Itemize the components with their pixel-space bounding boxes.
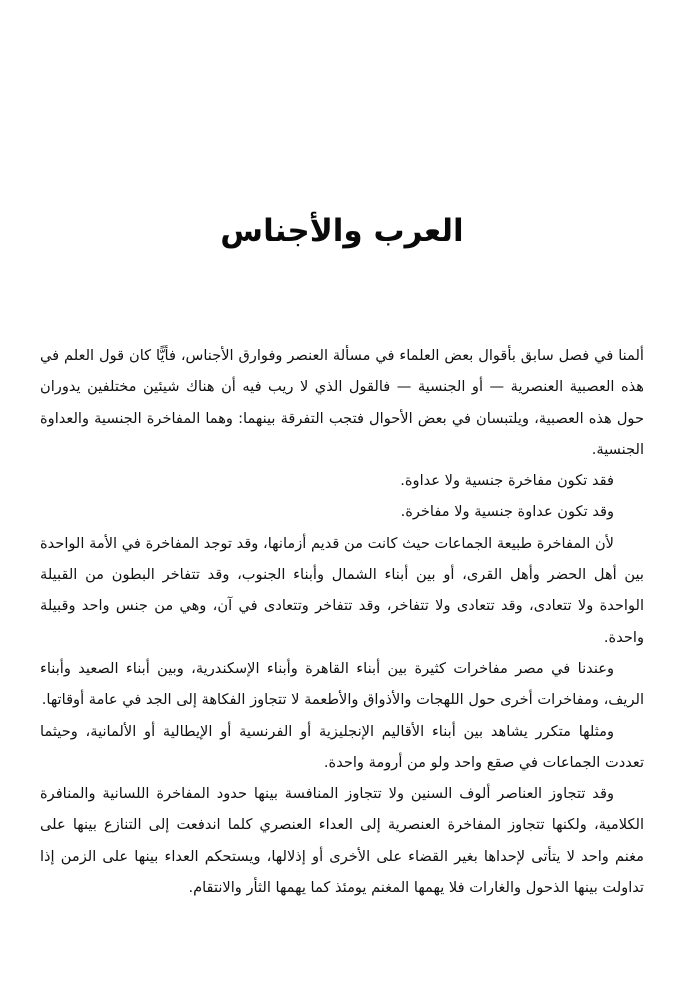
paragraph-2: فقد تكون مفاخرة جنسية ولا عداوة. [400,472,614,490]
paragraph-5: وعندنا في مصر مفاخرات كثيرة بين أبناء القاهرة وأبناء الإسكندرية، وبين أبناء الصعيد وأبناء الريف، ومفاخرات أخرى حول اللهجات والأذواق والأطعمة لا تتجاوز الفكاهة إلى الجد في عامة أوقاتها. [40,659,644,709]
chapter-title: العرب والأجناس [220,213,464,249]
paragraph-4: لأن المفاخرة طبيعة الجماعات حيث كانت من قديم أزمانها، وقد توجد المفاخرة في الأمة الواحدة بين أهل الحضر وأهل القرى، أو بين أبناء الشمال وأبناء الجنوب، وقد تتفاخر البطون من القبيلة الواحدة ولا تتعادى، وقد تتعادى ولا تتفاخر، وقد تتفاخر وتتعادى في آن، وهي من جنس واحد وقبيلة واحدة. [40,534,644,646]
chapter-body [40,340,644,903]
paragraph-6: ومثلها متكرر يشاهد بين أبناء الأقاليم الإنجليزية أو الفرنسية أو الإيطالية أو الألمانية، وحيثما تعددت الجماعات في صقع واحد ولو من أرومة واحدة. [40,722,644,771]
paragraph-3: وقد تكون عداوة جنسية ولا مفاخرة. [400,503,614,521]
paragraph-7: وقد تتجاوز العناصر ألوف السنين ولا تتجاوز المنافسة بينها حدود المفاخرة اللسانية والمنافرة الكلامية، ولكنها تتجاوز المفاخرة العنصرية إلى العداء العنصري كلما اندفعت إلى التنازع بينها على مغنم واحد لا يتأتى لإحداها بغير القضاء على الأخرى أو إذلالها، ويستحكم العداء بينها على الزمن إذا تداولت بينها الذحول والغارات فلا يهمها المغنم يومئذ كما يهمها الثأر والانتقام. [40,785,644,897]
paragraph-1: ألمنا في فصل سابق بأقوال بعض العلماء في مسألة العنصر وفوارق الأجناس، فأيًّا كان قول العلم في هذه العصبية العنصرية — أو الجنسية — فالقول الذي لا ريب فيه أن هناك شيئين مختلفين يدوران حول هذه العصبية، ويلتبسان في بعض الأحوال فتجب التفرقة بينهما: وهما المفاخرة الجنسية والعداوة الجنسية. [40,347,644,458]
